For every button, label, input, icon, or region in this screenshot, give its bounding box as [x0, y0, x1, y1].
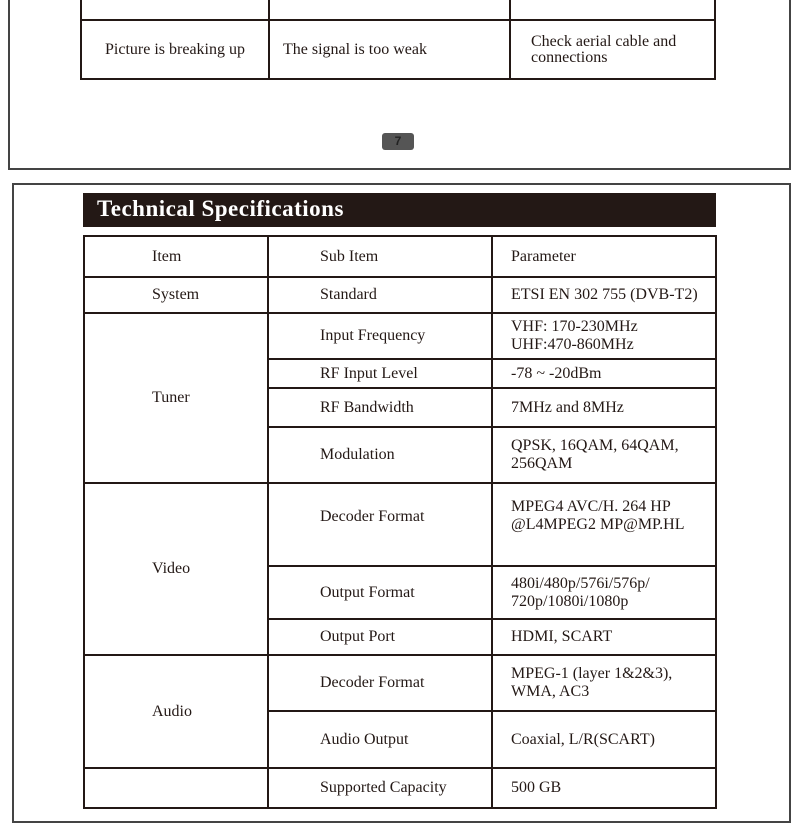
table-row	[81, 20, 715, 79]
cause-cell: The signal is too weak	[269, 20, 510, 79]
symptom-cell: Picture is breaking up	[81, 20, 269, 79]
section-title: Technical Specifications	[83, 193, 716, 227]
table-header-row: Item Sub Item Parameter	[84, 236, 716, 277]
table-row: Supported Capacity 500 GB	[84, 768, 716, 808]
page-number-badge: 7	[382, 133, 414, 150]
table-row: Modulation QPSK, 16QAM, 64QAM, 256QAM	[84, 427, 716, 483]
table-row: RF Bandwidth 7MHz and 8MHz	[84, 388, 716, 427]
table-row: Output Format 480i/480p/576i/576p/ 720p/1080i/1080p	[84, 566, 716, 619]
table-row: System Standard ETSI EN 302 755 (DVB-T2)	[84, 277, 716, 313]
table-row	[81, 0, 715, 20]
table-row: Video Decoder Format MPEG4 AVC/H. 264 HP @L4MPEG2 MP@MP.HL	[84, 483, 716, 566]
table-row: Output Port HDMI, SCART	[84, 619, 716, 655]
table-row: Audio Output Coaxial, L/R(SCART)	[84, 711, 716, 768]
specifications-table	[83, 235, 717, 809]
table-row: Audio Decoder Format MPEG-1 (layer 1&2&3), WMA, AC3	[84, 655, 716, 711]
table-row: RF Input Level -78 ~ -20dBm	[84, 359, 716, 388]
troubleshooting-table	[80, 0, 716, 80]
table-row: Tuner Input Frequency VHF: 170-230MHz UHF:470-860MHz	[84, 313, 716, 359]
remedy-cell: Check aerial cable and connections	[510, 20, 715, 79]
